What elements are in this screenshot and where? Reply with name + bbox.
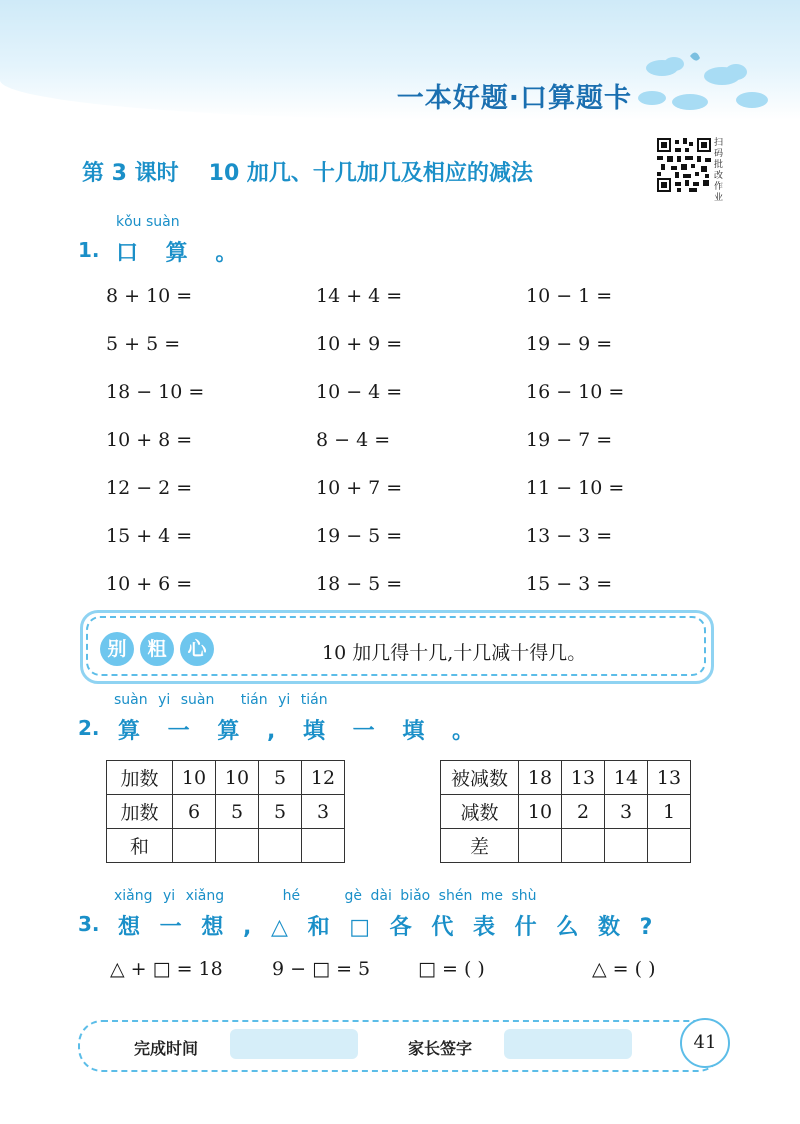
tip-badge: 别 xyxy=(100,632,134,666)
addition-table xyxy=(106,760,345,863)
parent-signature-field[interactable] xyxy=(504,1029,632,1059)
answer-cell[interactable] xyxy=(259,829,302,863)
table-row xyxy=(441,795,691,829)
answer-cell[interactable] xyxy=(173,829,216,863)
q2-number: 2. xyxy=(78,716,100,740)
pinyin-syllable: me xyxy=(480,888,504,904)
calc-problem: 15 + 4 = xyxy=(106,525,193,547)
calc-problem: 8 − 4 = xyxy=(316,429,391,451)
page-number: 41 xyxy=(680,1018,730,1068)
qr-code-icon[interactable] xyxy=(657,138,711,192)
q2-pinyin xyxy=(114,692,328,708)
calc-problem: 14 + 4 = xyxy=(316,285,403,307)
table-cell: 3 xyxy=(302,795,345,829)
calc-problem: 19 − 9 = xyxy=(526,333,613,355)
calc-problem: 8 + 10 = xyxy=(106,285,193,307)
q1-number: 1. xyxy=(78,238,100,262)
parent-signature-label: 家长签字 xyxy=(408,1039,473,1058)
header-title: 一本好题·口算题卡 xyxy=(396,83,632,114)
pinyin-syllable: tián xyxy=(300,692,328,708)
calc-problem: 16 − 10 = xyxy=(526,381,625,403)
table-row xyxy=(441,829,691,863)
pinyin-syllable: biǎo xyxy=(400,888,431,904)
row-header: 加数 xyxy=(107,761,173,795)
calc-problem: 12 − 2 = xyxy=(106,477,193,499)
table-cell: 5 xyxy=(259,795,302,829)
table-cell: 10 xyxy=(519,795,562,829)
row-header: 和 xyxy=(107,829,173,863)
calc-problem: 11 − 10 = xyxy=(526,477,625,499)
cloud-decoration-icon xyxy=(632,48,782,118)
table-cell: 13 xyxy=(562,761,605,795)
completion-time-label: 完成时间 xyxy=(134,1039,199,1058)
pinyin-syllable: yi xyxy=(278,692,291,708)
pinyin-syllable: suàn xyxy=(114,692,148,708)
equation: 9 − □ = 5 xyxy=(272,958,371,980)
equation: △ + □ = 18 xyxy=(110,958,223,980)
pinyin-syllable: shù xyxy=(511,888,537,904)
subtraction-table xyxy=(440,760,691,863)
answer-cell[interactable] xyxy=(519,829,562,863)
table-cell: 3 xyxy=(605,795,648,829)
pinyin-syllable: suàn xyxy=(180,692,215,708)
row-header: 加数 xyxy=(107,795,173,829)
oral-calc-grid xyxy=(106,282,706,618)
pinyin-syllable: tián xyxy=(240,692,268,708)
table-cell: 5 xyxy=(216,795,259,829)
calc-problem: 10 + 8 = xyxy=(106,429,193,451)
completion-time-field[interactable] xyxy=(230,1029,358,1059)
q1-pinyin: kǒu suàn xyxy=(116,214,180,230)
tip-badge: 粗 xyxy=(140,632,174,666)
answer-cell[interactable] xyxy=(605,829,648,863)
pinyin-syllable: hé xyxy=(282,888,301,904)
table-cell: 18 xyxy=(519,761,562,795)
row-header: 被减数 xyxy=(441,761,519,795)
calc-problem: 18 − 5 = xyxy=(316,573,403,595)
table-cell: 12 xyxy=(302,761,345,795)
calc-problem: 10 + 7 = xyxy=(316,477,403,499)
table-cell: 14 xyxy=(605,761,648,795)
calc-problem: 10 − 1 = xyxy=(526,285,613,307)
pinyin-syllable: shén xyxy=(438,888,473,904)
calc-problem: 13 − 3 = xyxy=(526,525,613,547)
pinyin-syllable: xiǎng xyxy=(114,888,153,904)
answer-blank[interactable]: □ = ( ) xyxy=(418,958,485,980)
pinyin-syllable: dài xyxy=(370,888,392,904)
answer-cell[interactable] xyxy=(648,829,691,863)
tip-badge: 心 xyxy=(180,632,214,666)
q3-number: 3. xyxy=(78,912,100,936)
table-cell: 2 xyxy=(562,795,605,829)
calc-problem: 10 − 4 = xyxy=(316,381,403,403)
table-row xyxy=(441,761,691,795)
table-cell: 10 xyxy=(173,761,216,795)
answer-cell[interactable] xyxy=(216,829,259,863)
pinyin-syllable: xiǎng xyxy=(185,888,225,904)
pinyin-syllable: yi xyxy=(162,888,176,904)
answer-blank[interactable]: △ = ( ) xyxy=(592,958,656,980)
table-cell: 13 xyxy=(648,761,691,795)
calc-problem: 5 + 5 = xyxy=(106,333,181,355)
answer-cell[interactable] xyxy=(302,829,345,863)
table-cell: 1 xyxy=(648,795,691,829)
table-row xyxy=(107,761,345,795)
q1-instruction: 口 算 。 xyxy=(116,241,248,266)
table-cell: 6 xyxy=(173,795,216,829)
calc-problem: 19 − 5 = xyxy=(316,525,403,547)
calc-problem: 18 − 10 = xyxy=(106,381,205,403)
pinyin-syllable: gè xyxy=(344,888,363,904)
table-cell: 5 xyxy=(259,761,302,795)
calc-problem: 10 + 9 = xyxy=(316,333,403,355)
calc-problem: 10 + 6 = xyxy=(106,573,193,595)
lesson-label: 第 3 课时 xyxy=(82,161,179,186)
calc-problem: 19 − 7 = xyxy=(526,429,613,451)
q3-instruction: 想 一 想 , △ 和 □ 各 代 表 什 么 数 ? xyxy=(118,915,659,940)
lesson-topic: 10 加几、十几加几及相应的减法 xyxy=(208,161,533,186)
qr-label: 扫码批改作业 xyxy=(714,138,724,203)
answer-cell[interactable] xyxy=(562,829,605,863)
lesson-title xyxy=(82,156,533,187)
row-header: 减数 xyxy=(441,795,519,829)
pinyin-syllable: yi xyxy=(158,692,171,708)
table-row xyxy=(107,829,345,863)
table-row xyxy=(107,795,345,829)
table-cell: 10 xyxy=(216,761,259,795)
q3-pinyin xyxy=(114,888,537,904)
tip-text: 10 加几得十几,十几减十得几。 xyxy=(322,642,587,664)
row-header: 差 xyxy=(441,829,519,863)
q2-instruction: 算 一 算 , 填 一 填 。 xyxy=(118,719,484,744)
calc-problem: 15 − 3 = xyxy=(526,573,613,595)
